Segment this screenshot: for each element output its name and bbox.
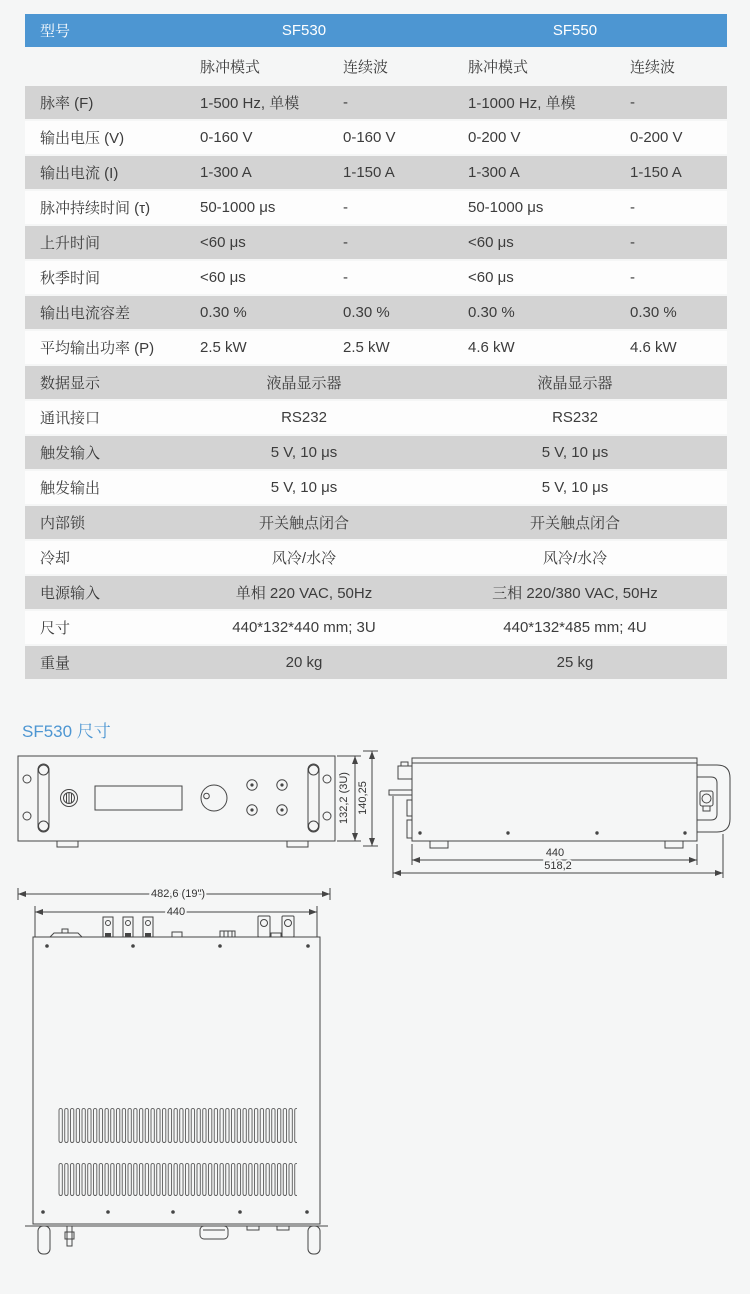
spec-value: 5 V, 10 μs (541, 479, 609, 496)
table-row (25, 226, 727, 261)
spec-value: 25 kg (556, 654, 594, 671)
dimension-label: 140,25 (357, 781, 369, 815)
mode-col-header: 连续波 (343, 58, 389, 76)
spec-value: 2.5 kW (343, 339, 390, 356)
spec-value: 50-1000 μs (200, 199, 276, 216)
spec-label: 上升时间 (40, 235, 101, 252)
spec-label: 脉率 (F) (40, 95, 94, 112)
spec-value: 5 V, 10 μs (270, 479, 338, 496)
spec-value: 440*132*440 mm; 3U (232, 619, 376, 636)
spec-value: <60 μs (200, 234, 246, 251)
table-row (25, 86, 727, 121)
spec-label: 数据显示 (40, 375, 101, 392)
dimension-label: 440 (545, 847, 565, 859)
spec-value: 0.30 % (468, 304, 515, 321)
rear-top-screws (45, 944, 310, 948)
spec-label: 通讯接口 (40, 410, 101, 427)
spec-value: 5 V, 10 μs (541, 444, 609, 461)
spec-value: 5 V, 10 μs (270, 444, 338, 461)
table-row (25, 506, 727, 541)
spec-value: 440*132*485 mm; 4U (503, 619, 647, 636)
control-knob (201, 785, 227, 811)
rear-feet (38, 1226, 320, 1254)
dimension-views-row (0, 748, 750, 882)
table-row (25, 191, 727, 226)
front-left-screws (23, 775, 31, 820)
spec-label: 秋季时间 (40, 270, 101, 287)
spec-value: 1-1000 Hz, 单模 (468, 95, 576, 112)
four-column-rows (25, 86, 727, 366)
front-right-handle (308, 764, 319, 832)
spec-value: 0-160 V (343, 129, 396, 146)
mode-col-header: 脉冲模式 (200, 58, 261, 76)
front-buttons (247, 780, 287, 815)
rear-view-drawing (10, 882, 380, 1278)
rear-view-block (10, 882, 750, 1283)
mode-col-header: 脉冲模式 (468, 58, 529, 76)
spec-label: 输出电流容差 (40, 305, 131, 322)
dimension-label: 482,6 (19") (150, 888, 206, 900)
spec-value: - (630, 94, 635, 111)
spec-label: 输出电流 (I) (40, 165, 119, 182)
table-row (25, 331, 727, 366)
spec-value: 液晶显示器 (537, 375, 613, 392)
spec-value: 50-1000 μs (468, 199, 544, 216)
front-left-handle (38, 764, 49, 832)
mode-col-header: 连续波 (630, 58, 676, 76)
spec-value: 1-300 A (468, 164, 520, 181)
spec-label: 输出电压 (V) (40, 130, 125, 147)
mode-header-row (25, 49, 727, 86)
dimensions-section-title: SF530 尺寸 (22, 722, 111, 741)
spec-value: - (343, 199, 348, 216)
spec-value: 0-200 V (468, 129, 521, 146)
rear-bottom-screws (41, 1210, 309, 1214)
lcd-display (95, 786, 182, 810)
spec-value: 0.30 % (343, 304, 390, 321)
model-sf530: SF530 (281, 22, 327, 39)
spec-value: 1-300 A (200, 164, 252, 181)
side-handle (697, 765, 730, 832)
spec-value: 0.30 % (630, 304, 677, 321)
two-column-rows (25, 366, 727, 681)
spec-value: - (630, 269, 635, 286)
power-switch-knob (61, 790, 78, 807)
spec-value: 0.30 % (200, 304, 247, 321)
spec-label: 电源输入 (40, 585, 101, 602)
rear-top-connectors (50, 916, 294, 937)
spec-value: RS232 (552, 409, 598, 426)
table-row (25, 471, 727, 506)
model-sf550: SF550 (552, 22, 598, 39)
side-view-drawing (385, 748, 735, 882)
table-row (25, 611, 727, 646)
table-row (25, 156, 727, 191)
front-right-screws (323, 775, 331, 820)
side-depth-dimensions (393, 796, 723, 878)
spec-value: 0-200 V (630, 129, 683, 146)
spec-value: 4.6 kW (468, 339, 515, 356)
table-row (25, 296, 727, 331)
dimension-label: 132,2 (3U) (338, 772, 350, 824)
table-row (25, 541, 727, 576)
spec-label: 触发输入 (40, 445, 101, 462)
vent-grid (58, 1108, 297, 1196)
spec-label: 平均输出功率 (P) (40, 340, 155, 357)
spec-label: 触发输出 (40, 480, 101, 497)
spec-value: <60 μs (468, 269, 514, 286)
side-rear-connectors (389, 762, 412, 838)
spec-value: - (343, 234, 348, 251)
spec-value: 20 kg (285, 654, 323, 671)
spec-label: 脉冲持续时间 (τ) (40, 200, 151, 217)
table-row (25, 436, 727, 471)
front-view-drawing (15, 748, 390, 882)
table-row (25, 576, 727, 611)
table-row (25, 261, 727, 296)
spec-value: 1-500 Hz, 单模 (200, 95, 300, 112)
spec-label: 重量 (40, 655, 71, 672)
side-body (412, 758, 697, 848)
table-header-row (25, 14, 727, 49)
spec-label: 冷却 (40, 550, 71, 567)
spec-value: 4.6 kW (630, 339, 677, 356)
spec-value: 单相 220 VAC, 50Hz (235, 585, 373, 602)
spec-value: 风冷/水冷 (271, 550, 337, 567)
spec-value: - (630, 199, 635, 216)
front-panel-body (18, 756, 335, 847)
dimension-label: 518,2 (544, 860, 572, 872)
table-row (25, 366, 727, 401)
spec-value: 开关触点闭合 (258, 515, 349, 532)
spec-value: - (630, 234, 635, 251)
spec-label: 尺寸 (40, 620, 71, 637)
spec-value: 风冷/水冷 (542, 550, 608, 567)
spec-value: 1-150 A (343, 164, 395, 181)
spec-value: 开关触点闭合 (529, 515, 620, 532)
rear-width-dimensions (18, 888, 330, 937)
dimension-label: 440 (166, 906, 186, 918)
spec-value: 0-160 V (200, 129, 253, 146)
spec-label: 内部锁 (40, 515, 86, 532)
front-height-dimension (337, 751, 378, 846)
model-label: 型号 (40, 23, 71, 40)
spec-value: <60 μs (200, 269, 246, 286)
spec-value: <60 μs (468, 234, 514, 251)
spec-value: RS232 (281, 409, 327, 426)
spec-value: 2.5 kW (200, 339, 247, 356)
table-row (25, 121, 727, 156)
spec-value: 液晶显示器 (266, 375, 342, 392)
spec-value: 1-150 A (630, 164, 682, 181)
spec-value: - (343, 269, 348, 286)
spec-table (25, 14, 727, 681)
table-row (25, 401, 727, 436)
spec-value: 三相 220/380 VAC, 50Hz (492, 585, 658, 602)
spec-value: - (343, 94, 348, 111)
table-row (25, 646, 727, 681)
